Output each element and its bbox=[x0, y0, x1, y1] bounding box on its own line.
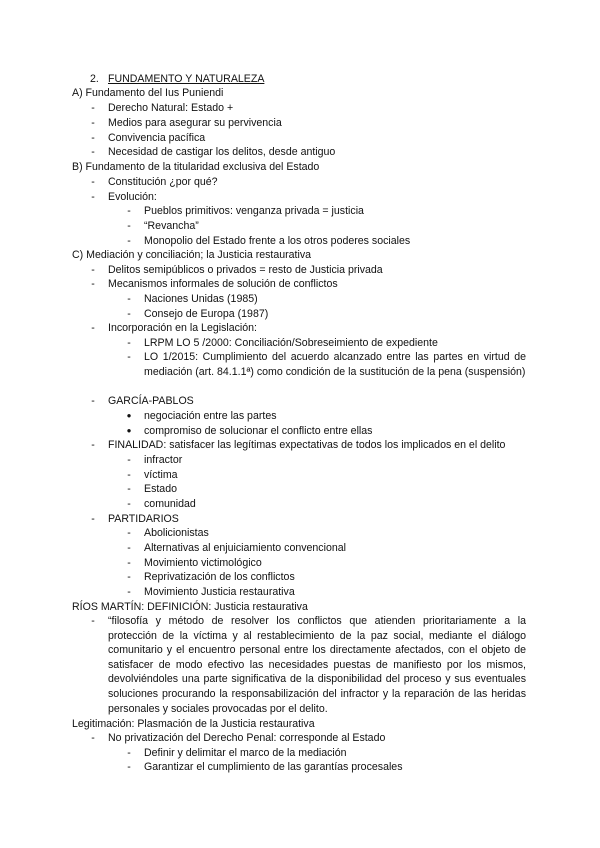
dash-marker: - bbox=[127, 483, 131, 495]
sub-list-item-text: Definir y delimitar el marco de la mediación bbox=[144, 747, 347, 759]
list-item-text: No privatización del Derecho Penal: corresponde al Estado bbox=[108, 732, 386, 744]
dash-marker: - bbox=[127, 498, 131, 510]
dash-marker: - bbox=[127, 351, 131, 363]
dash-marker: - bbox=[127, 557, 131, 569]
list-item-text: Evolución: bbox=[108, 191, 157, 203]
sub-list-item-text: infractor bbox=[144, 454, 183, 466]
heading-rios-text: RÍOS MARTÍN: DEFINICIÓN: Justicia restaurativa bbox=[72, 601, 308, 613]
section-title-text: FUNDAMENTO Y NATURALEZA bbox=[108, 73, 265, 85]
dash-marker: - bbox=[91, 191, 95, 203]
list-item-text: Mecanismos informales de solución de conflictos bbox=[108, 278, 338, 290]
dash-marker: - bbox=[91, 278, 95, 290]
sub-list-item-text: “Revancha” bbox=[144, 220, 199, 232]
sub-list-item-text: comunidad bbox=[144, 498, 196, 510]
definition-quote: “filosofía y método de resolver los conflictos que atienden prioritariamente a la protección de la víctima y al restablecimiento de la paz social, mediante el diálogo comunitario y el encuentro personal entre los directamente afectados, con el objeto de satisfacer de modo efectivo las necesidades puestas de manifiesto por los mismos, devolviéndoles una parte significativa de la disponibilidad del proceso y sus eventuales soluciones procurando la responsabilización del infractor y la reparación de las heridas personales y sociales provocadas por el delito. bbox=[108, 615, 526, 715]
sub-list-item-text: Naciones Unidas (1985) bbox=[144, 293, 258, 305]
dash-marker: - bbox=[127, 454, 131, 466]
dash-marker: - bbox=[91, 615, 95, 627]
sub-list-item-text: Pueblos primitivos: venganza privada = justicia bbox=[144, 205, 364, 217]
sub-list-item-paragraph: LO 1/2015: Cumplimiento del acuerdo alcanzado entre las partes en virtud de mediación (art. 84.1.1ª) como condición de la sustitución de la pena (suspensión) bbox=[144, 351, 526, 378]
dash-marker: - bbox=[127, 527, 131, 539]
sub-list-item-text: Reprivatización de los conflictos bbox=[144, 571, 295, 583]
list-item-text: PARTIDARIOS bbox=[108, 513, 179, 525]
list-item-text: Constitución ¿por qué? bbox=[108, 176, 218, 188]
dash-marker: - bbox=[127, 308, 131, 320]
dash-marker: - bbox=[127, 337, 131, 349]
dash-marker: - bbox=[127, 571, 131, 583]
bullet-item-text: compromiso de solucionar el conflicto entre ellas bbox=[144, 425, 373, 437]
dash-marker: - bbox=[127, 586, 131, 598]
dash-marker: - bbox=[127, 542, 131, 554]
list-item-text: Delitos semipúblicos o privados = resto de Justicia privada bbox=[108, 264, 383, 276]
dash-marker: - bbox=[127, 469, 131, 481]
sub-list-item-text: Movimiento Justicia restaurativa bbox=[144, 586, 295, 598]
list-item-text: Derecho Natural: Estado + bbox=[108, 102, 234, 114]
heading-b-text: B) Fundamento de la titularidad exclusiva del Estado bbox=[72, 161, 320, 173]
heading-legitimacion-text: Legitimación: Plasmación de la Justicia restaurativa bbox=[72, 718, 315, 730]
dash-marker: - bbox=[91, 395, 95, 407]
sub-list-item-text: Abolicionistas bbox=[144, 527, 209, 539]
sub-list-item-text: Alternativas al enjuiciamiento convencional bbox=[144, 542, 346, 554]
bullet-item-text: negociación entre las partes bbox=[144, 410, 277, 422]
dash-marker: - bbox=[127, 220, 131, 232]
list-item-text: GARCÍA-PABLOS bbox=[108, 395, 194, 407]
list-item-text: Convivencia pacífica bbox=[108, 132, 206, 144]
sub-list-item-text: víctima bbox=[144, 469, 178, 481]
sub-list-item-text: Estado bbox=[144, 483, 177, 495]
list-item-text: Necesidad de castigar los delitos, desde antiguo bbox=[108, 146, 336, 158]
sub-list-item-text: LRPM LO 5 /2000: Conciliación/Sobreseimiento de expediente bbox=[144, 337, 438, 349]
heading-a-text: A) Fundamento del Ius Puniendi bbox=[72, 87, 224, 99]
dash-marker: - bbox=[91, 264, 95, 276]
dash-marker: - bbox=[91, 439, 95, 451]
sub-list-item-text: Garantizar el cumplimiento de las garantías procesales bbox=[144, 761, 403, 773]
heading-c-text: C) Mediación y conciliación; la Justicia restaurativa bbox=[72, 249, 312, 261]
section-number: 2. bbox=[90, 73, 99, 85]
dash-marker: - bbox=[127, 235, 131, 247]
sub-list-item-text: Movimiento victimológico bbox=[144, 557, 262, 569]
list-item-text: Incorporación en la Legislación: bbox=[108, 322, 257, 334]
bullet-marker: ● bbox=[126, 426, 132, 435]
dash-marker: - bbox=[91, 146, 95, 158]
dash-marker: - bbox=[91, 322, 95, 334]
bullet-marker: ● bbox=[126, 411, 132, 420]
sub-list-item-text: Monopolio del Estado frente a los otros poderes sociales bbox=[144, 235, 411, 247]
dash-marker: - bbox=[91, 102, 95, 114]
list-item-text: FINALIDAD: satisfacer las legítimas expectativas de todos los implicados en el delito bbox=[108, 439, 506, 451]
dash-marker: - bbox=[127, 293, 131, 305]
dash-marker: - bbox=[91, 117, 95, 129]
dash-marker: - bbox=[91, 513, 95, 525]
list-item-text: Medios para asegurar su pervivencia bbox=[108, 117, 282, 129]
dash-marker: - bbox=[91, 732, 95, 744]
sub-list-item-text: Consejo de Europa (1987) bbox=[144, 308, 269, 320]
dash-marker: - bbox=[91, 176, 95, 188]
dash-marker: - bbox=[91, 132, 95, 144]
dash-marker: - bbox=[127, 761, 131, 773]
dash-marker: - bbox=[127, 205, 131, 217]
dash-marker: - bbox=[127, 747, 131, 759]
